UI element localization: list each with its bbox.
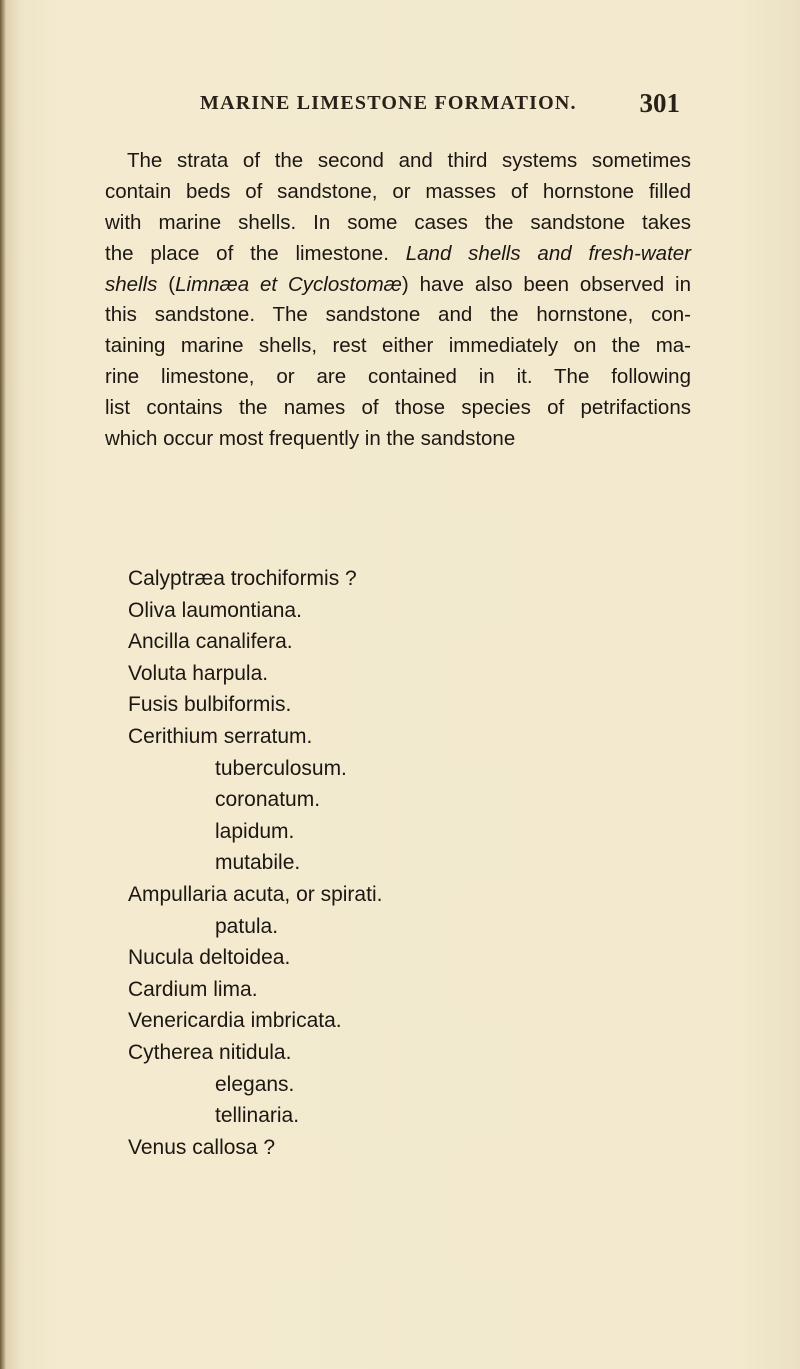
species-item: Ancilla canalifera.	[128, 630, 293, 654]
species-item: Cerithium serratum.	[128, 724, 313, 748]
paragraph-line: this sandstone. The sandstone and the hornstone, con-	[105, 303, 691, 327]
line-text: the place of the limestone.	[105, 241, 406, 265]
paragraph-line	[105, 239, 691, 270]
book-spine-edge	[0, 0, 6, 1369]
species-list	[128, 563, 528, 1163]
paragraph-line: contain beds of sandstone, or masses of hornstone filled	[105, 179, 691, 203]
line-text: ) have also been observed in	[401, 272, 691, 296]
species-subitem: coronatum.	[215, 788, 321, 812]
line-text: (	[157, 272, 176, 296]
species-subitem: lapidum.	[215, 819, 295, 843]
species-subitem: patula.	[215, 914, 279, 938]
page-header	[200, 88, 680, 124]
species-item: Oliva laumontiana.	[128, 598, 302, 622]
running-title: MARINE LIMESTONE FORMATION.	[200, 92, 577, 114]
italic-genus-names: Limnæa et Cyclostomæ	[175, 272, 402, 296]
italic-text: Land shells and fresh-water	[405, 241, 691, 265]
species-item: Venericardia imbricata.	[128, 1009, 342, 1033]
species-item: Voluta harpula.	[128, 661, 269, 685]
paragraph-line: which occur most frequently in the sandstone	[105, 427, 516, 451]
italic-text: shells	[105, 272, 158, 296]
page-number: 301	[639, 88, 680, 118]
paragraph-line: taining marine shells, rest either immediately on the ma-	[105, 334, 691, 358]
paragraph-line: rine limestone, or are contained in it. The following	[105, 365, 691, 389]
species-item: Venus callosa ?	[128, 1135, 276, 1159]
paragraph-line: list contains the names of those species of petrifactions	[105, 396, 691, 420]
paragraph-line	[105, 270, 691, 301]
species-item: Fusis bulbiformis.	[128, 693, 292, 717]
species-subitem: tellinaria.	[215, 1104, 300, 1128]
species-subitem: mutabile.	[215, 851, 301, 875]
body-paragraph	[105, 146, 691, 455]
species-item: Nucula deltoidea.	[128, 946, 291, 970]
species-item: Cytherea nitidula.	[128, 1040, 292, 1064]
species-item: Ampullaria acuta, or spirati.	[128, 882, 383, 906]
paragraph-line: with marine shells. In some cases the sandstone takes	[105, 210, 691, 234]
paragraph-line: The strata of the second and third systems sometimes	[127, 149, 691, 172]
species-item: Calyptræa trochiformis ?	[128, 567, 357, 590]
species-subitem: tuberculosum.	[215, 756, 347, 780]
species-subitem: elegans.	[215, 1072, 295, 1096]
species-item: Cardium lima.	[128, 977, 258, 1001]
